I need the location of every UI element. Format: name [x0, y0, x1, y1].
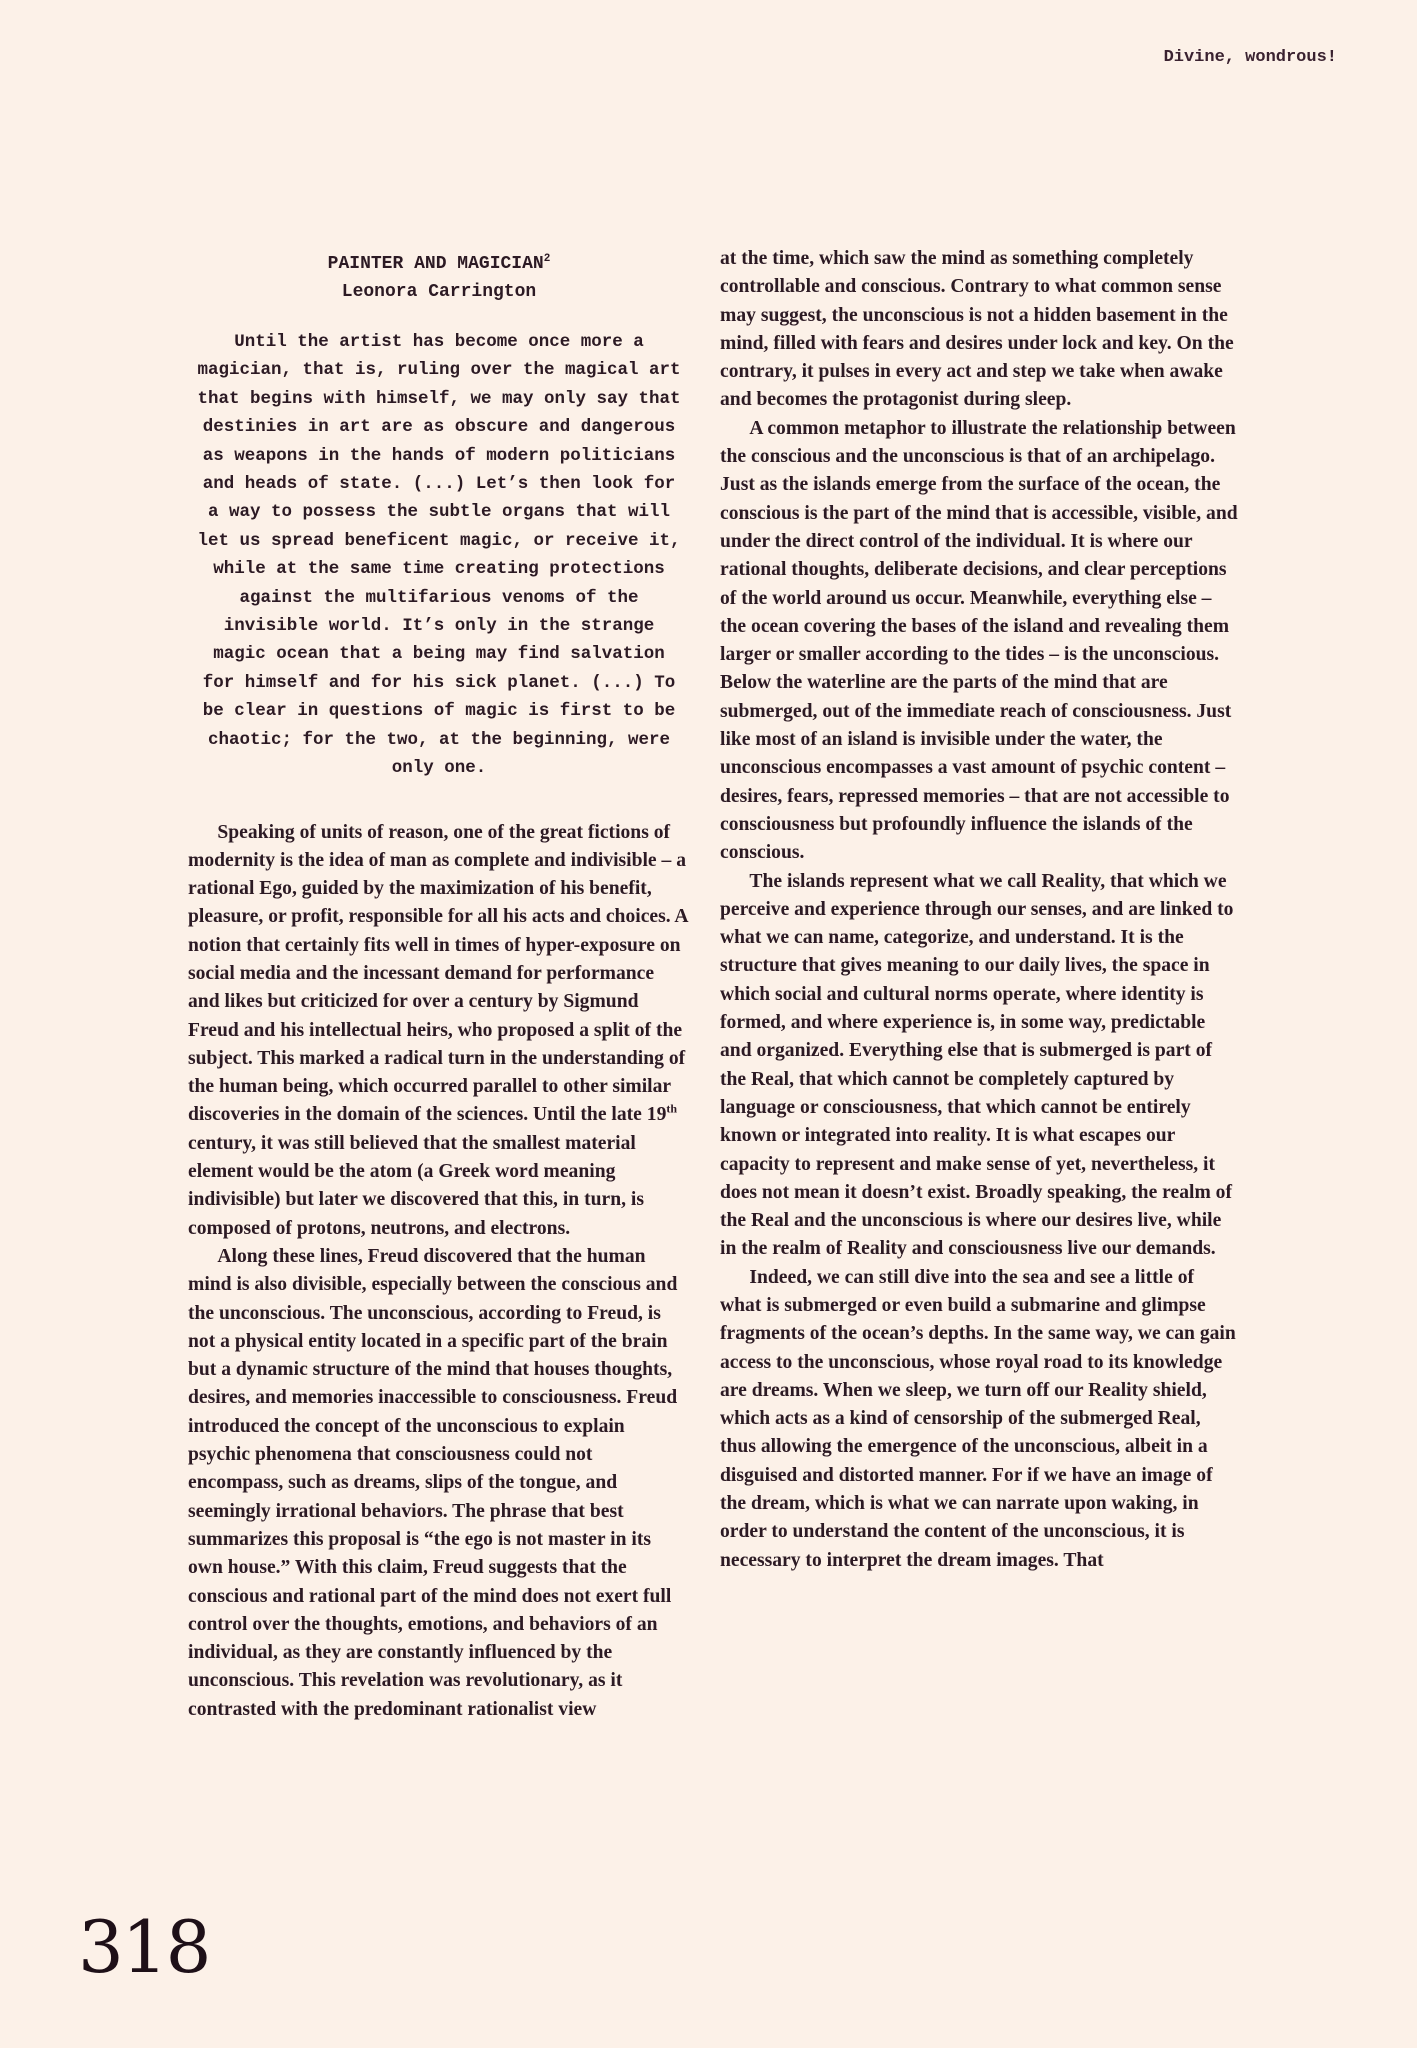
paragraph-text: Speaking of units of reason, one of the great fictions of modernity is the idea of man as complete and indivisible – a rational Ego, guided by the maximization of his benefit, pleasure, or profit, responsible for all his acts and choices. A notion that certainly fits well in times of hyper-exposure on social media and the incessant demand for performance and likes but criticized for over a century by Sigmund Freud and his intellectual heirs, who proposed a split of the subject. This marked a radical turn in the understanding of the human being, which occurred parallel to other similar discoveries in the domain of the sciences. Until the late 19 [188, 821, 688, 1126]
running-title: Divine, wondrous! [1163, 48, 1337, 67]
paragraph: The islands represent what we call Reality, that which we perceive and experience through our senses, and are linked to what we can name, categorize, and understand. It is the structure that gives meaning to our daily lives, the space in which social and cultural norms operate, where identity is formed, and where experience is, in some way, predictable and organized. Everything else that is submerged is part of the Real, that which cannot be completely captured by language or consciousness, that which cannot be entirely known or integrated into reality. It is what escapes our capacity to represent and make sense of yet, nevertheless, it does not mean it doesn’t exist. Broadly speaking, the realm of the Real and the unconscious is where our desires live, while in the realm of Reality and consciousness live our demands. [720, 870, 1234, 1260]
superscript: th [666, 1101, 678, 1116]
quote-author: Leonora Carrington [341, 282, 537, 302]
left-column [188, 245, 690, 1724]
paragraph: at the time, which saw the mind as something completely controllable and conscious. Contrary to what common sense may suggest, the unconscious is not a hidden basement in the mind, filled with fears and desires under lock and key. On the contrary, it pulses in every act and step we take when awake and becomes the protagonist during sleep. [720, 248, 1234, 411]
paragraph: Along these lines, Freud discovered that the human mind is also divisible, especially between the conscious and the unconscious. The unconscious, according to Freud, is not a physical entity located in a specific part of the brain but a dynamic structure of the mind that houses thoughts, desires, and memories inaccessible to consciousness. Freud introduced the concept of the unconscious to explain psychic phenomena that consciousness could not encompass, such as dreams, slips of the tongue, and seemingly irrational behaviors. The phrase that best summarizes this proposal is “the ego is not master in its own house.” With this claim, Freud suggests that the conscious and rational part of the mind does not exert full control over the thoughts, emotions, and behaviors of an individual, as they are constantly influenced by the unconscious. This revelation was revolutionary, as it contrasted with the predominant rationalist view [188, 1245, 678, 1720]
epigraph-quote: Until the artist has become once more a magician, that is, ruling over the magical art that begins with himself, we may only say that destinies in art are as obscure and dangerous as weapons in the hands of modern politicians and heads of state. (...) Let’s then look for a way to possess the subtle organs that will let us spread beneficent magic, or receive it, while at the same time creating protections against the multifarious venoms of the invisible world. It’s only in the strange magic ocean that a being may find salvation for himself and for his sick planet. (...) To be clear in questions of magic is first to be chaotic; for the two, at the beginning, were only one. [197, 332, 681, 779]
quote-title-text: PAINTER AND MAGICIAN [327, 254, 544, 274]
footnote-marker[interactable]: 2 [543, 253, 551, 265]
right-column [720, 245, 1240, 1575]
paragraph: A common metaphor to illustrate the relationship between the conscious and the unconscious is that of an archipelago. Just as the islands emerge from the surface of the ocean, the conscious is the part of the mind that is accessible, visible, and under the direct control of the individual. It is where our rational thoughts, deliberate decisions, and clear perceptions of the world around us occur. Meanwhile, everything else – the ocean covering the bases of the island and revealing them larger or smaller according to the tides – is the unconscious. Below the waterline are the parts of the mind that are submerged, out of the immediate reach of consciousness. Just like most of an island is invisible under the water, the unconscious encompasses a vast amount of psychic content – desires, fears, repressed memories – that are not accessible to consciousness but profoundly influence the islands of the conscious. [720, 417, 1238, 864]
paragraph-text: century, it was still believed that the smallest material element would be the atom (a Greek word meaning indivisible) but later we discovered that this, in turn, is composed of protons, neutrons, and electrons. [188, 1132, 644, 1239]
paragraph: Indeed, we can still dive into the sea and see a little of what is submerged or even build a submarine and glimpse fragments of the ocean’s depths. In the same way, we can gain access to the unconscious, whose royal road to its knowledge are dreams. When we sleep, we turn off our Reality shield, which acts as a kind of censorship of the submerged Real, thus allowing the emergence of the unconscious, albeit in a disguised and distorted manner. For if we have an image of the dream, which is what we can narrate upon waking, in order to understand the content of the unconscious, it is necessary to interpret the dream images. That [720, 1266, 1236, 1571]
paragraph [188, 819, 690, 1243]
left-prose [188, 819, 690, 1725]
quote-title [188, 245, 690, 278]
page-number: 318 [78, 1905, 210, 1989]
